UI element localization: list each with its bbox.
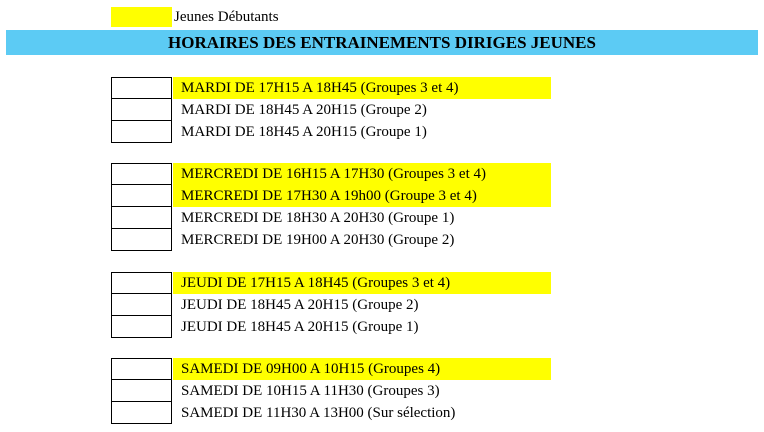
- highlighted-cell: [173, 272, 551, 294]
- highlighted-cell: [173, 163, 551, 185]
- schedule-label: JEUDI DE 18H45 A 20H15 (Groupe 2): [181, 297, 419, 313]
- schedule-label: MERCREDI DE 16H15 A 17H30 (Groupes 3 et 4): [181, 166, 486, 182]
- label-cell: [173, 294, 551, 316]
- schedule-label: MERCREDI DE 18H30 A 20H30 (Groupe 1): [181, 210, 455, 226]
- label-cell: [173, 207, 551, 229]
- legend-swatch: [111, 7, 172, 27]
- schedule-checkbox[interactable]: [111, 294, 172, 316]
- label-cell: [173, 316, 551, 338]
- schedule-checkbox[interactable]: [111, 316, 172, 338]
- schedule-checkbox[interactable]: [111, 272, 172, 294]
- schedule-label: SAMEDI DE 11H30 A 13H00 (Sur sélection): [181, 405, 456, 421]
- schedule-checkbox[interactable]: [111, 229, 172, 251]
- schedule-label: MERCREDI DE 17H30 A 19h00 (Groupe 3 et 4): [181, 188, 477, 204]
- label-cell: [173, 229, 551, 251]
- label-cell: [173, 121, 551, 143]
- highlighted-cell: [173, 185, 551, 207]
- schedule-label: SAMEDI DE 10H15 A 11H30 (Groupes 3): [181, 383, 440, 399]
- schedule-label: MARDI DE 17H15 A 18H45 (Groupes 3 et 4): [181, 80, 459, 96]
- schedule-checkbox[interactable]: [111, 163, 172, 185]
- schedule-label: MARDI DE 18H45 A 20H15 (Groupe 1): [181, 124, 427, 140]
- schedule-checkbox[interactable]: [111, 380, 172, 402]
- label-cell: [173, 99, 551, 121]
- schedule-label: MARDI DE 18H45 A 20H15 (Groupe 2): [181, 102, 427, 118]
- schedule-label: SAMEDI DE 09H00 A 10H15 (Groupes 4): [181, 361, 441, 377]
- schedule-checkbox[interactable]: [111, 402, 172, 424]
- schedule-checkbox[interactable]: [111, 207, 172, 229]
- schedule-checkbox[interactable]: [111, 121, 172, 143]
- title-band: [6, 30, 758, 55]
- schedule-checkbox[interactable]: [111, 99, 172, 121]
- highlighted-cell: [173, 77, 551, 99]
- label-cell: [173, 380, 551, 402]
- highlighted-cell: [173, 358, 551, 380]
- schedule-checkbox[interactable]: [111, 185, 172, 207]
- schedule-label: JEUDI DE 18H45 A 20H15 (Groupe 1): [181, 319, 419, 335]
- label-cell: [173, 402, 551, 424]
- schedule-label: MERCREDI DE 19H00 A 20H30 (Groupe 2): [181, 232, 455, 248]
- schedule-label: JEUDI DE 17H15 A 18H45 (Groupes 3 et 4): [181, 275, 451, 291]
- legend-label: Jeunes Débutants: [174, 9, 279, 25]
- page-title: HORAIRES DES ENTRAINEMENTS DIRIGES JEUNES: [168, 32, 596, 52]
- schedule-checkbox[interactable]: [111, 358, 172, 380]
- schedule-checkbox[interactable]: [111, 77, 172, 99]
